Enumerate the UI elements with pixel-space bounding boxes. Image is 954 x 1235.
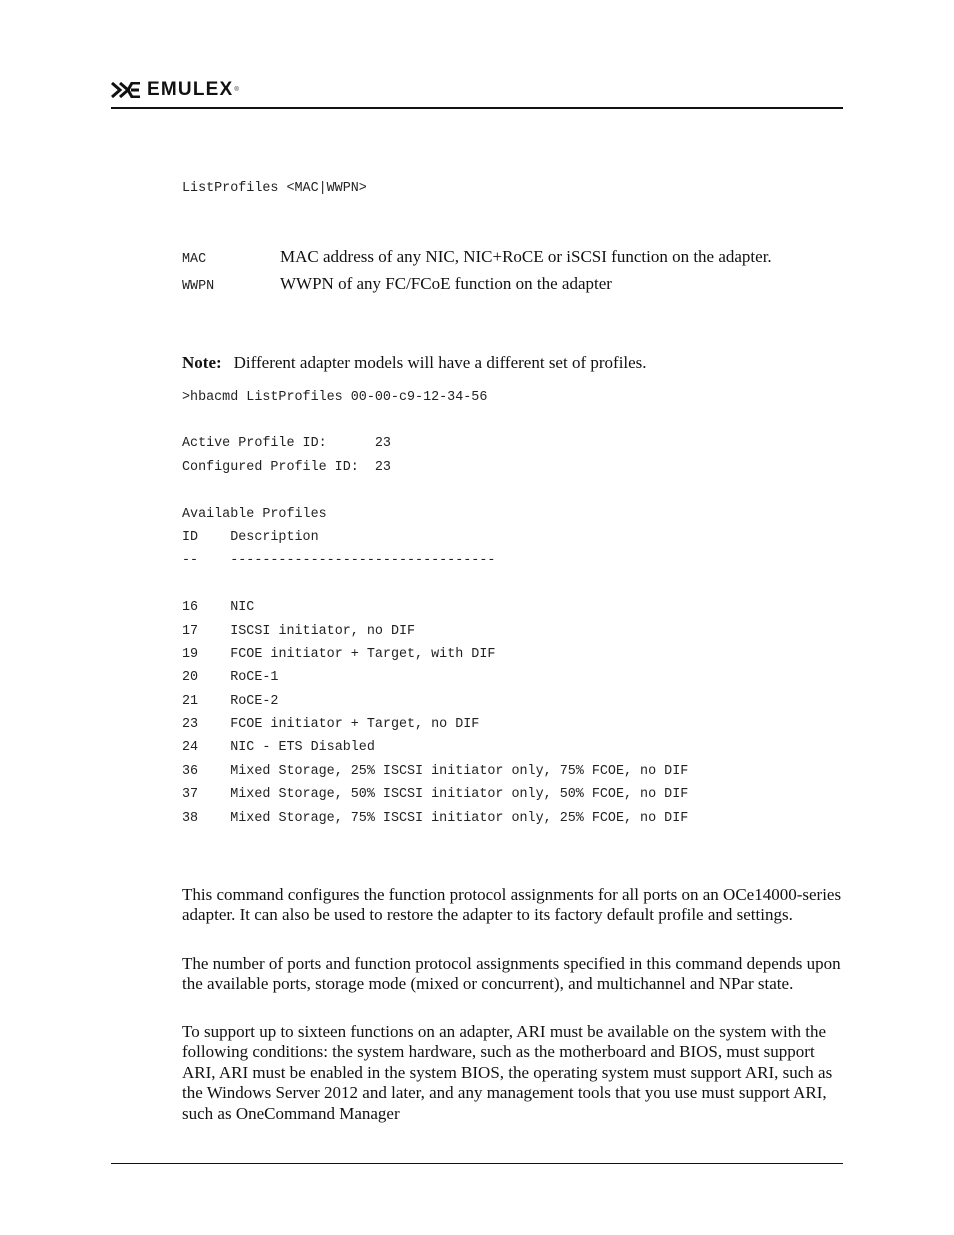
profile-row xyxy=(182,811,688,826)
footer-rule xyxy=(111,1163,843,1164)
profile-row xyxy=(182,647,495,662)
parameter-name: WWPN xyxy=(182,279,215,294)
profile-id: 36 xyxy=(182,764,199,779)
profile-row xyxy=(182,740,375,755)
profile-description: Mixed Storage, 50% ISCSI initiator only, 50% FCOE, no DIF xyxy=(230,787,689,802)
description-paragraph: This command configures the function protocol assignments for all ports on an OCe14000-series adapter. It can also be used to restore the adapter to its factory default profile and settings. xyxy=(182,885,842,925)
description-paragraph: The number of ports and function protocol assignments specified in this command depends upon the available ports, storage mode (mixed or concurrent), and multichannel and NPar state. xyxy=(182,954,841,994)
note-text: Different adapter models will have a different set of profiles. xyxy=(233,353,647,372)
profile-description: FCOE initiator + Target, no DIF xyxy=(230,717,480,732)
parameter-description: MAC address of any NIC, NIC+RoCE or iSCSI function on the adapter. xyxy=(280,247,772,266)
profile-id: 23 xyxy=(182,717,199,732)
emulex-mark-icon xyxy=(111,82,141,98)
profiles-column-header: ID Description xyxy=(182,530,319,545)
profile-row xyxy=(182,764,688,779)
profile-id: 20 xyxy=(182,670,199,685)
profile-row xyxy=(182,787,688,802)
profile-description: RoCE-2 xyxy=(230,694,279,709)
profile-description: Mixed Storage, 25% ISCSI initiator only, 75% FCOE, no DIF xyxy=(230,764,689,779)
header-rule xyxy=(111,107,843,109)
profile-description: ISCSI initiator, no DIF xyxy=(230,624,416,639)
profile-description: FCOE initiator + Target, with DIF xyxy=(230,647,496,662)
description-paragraph: To support up to sixteen functions on an adapter, ARI must be available on the system with the following conditions: the system hardware, such as the motherboard and BIOS, must support ARI, ARI must be enabled in the system BIOS, the operating system must support ARI, such as the Windows Server 2012 and later, and any management tools that you use must support ARI, such as OneCommand Manager xyxy=(182,1022,833,1123)
profile-id: 24 xyxy=(182,740,199,755)
profile-row xyxy=(182,694,278,709)
logo-trademark: ® xyxy=(234,87,239,93)
active-profile-line: Active Profile ID: 23 xyxy=(182,436,391,451)
profile-id: 21 xyxy=(182,694,199,709)
available-profiles-heading: Available Profiles xyxy=(182,507,327,522)
syntax-line: ListProfiles <MAC|WWPN> xyxy=(182,181,367,196)
logo-text: EMULEX xyxy=(147,79,234,100)
profile-description: NIC xyxy=(230,600,255,615)
emulex-logo xyxy=(111,80,239,100)
profile-id: 38 xyxy=(182,811,199,826)
profile-id: 17 xyxy=(182,624,199,639)
profile-description: Mixed Storage, 75% ISCSI initiator only, 25% FCOE, no DIF xyxy=(230,811,689,826)
parameter-name: MAC xyxy=(182,252,207,267)
profile-id: 16 xyxy=(182,600,199,615)
profile-row xyxy=(182,670,278,685)
profile-row xyxy=(182,717,479,732)
configured-profile-line: Configured Profile ID: 23 xyxy=(182,460,391,475)
parameter-row xyxy=(182,274,612,294)
profile-id: 37 xyxy=(182,787,199,802)
profiles-separator: -- --------------------------------- xyxy=(182,553,496,568)
parameter-description: WWPN of any FC/FCoE function on the adapter xyxy=(280,274,612,293)
profile-description: RoCE-1 xyxy=(230,670,279,685)
profile-id: 19 xyxy=(182,647,199,662)
parameter-row xyxy=(182,247,772,267)
profile-description: NIC - ETS Disabled xyxy=(230,740,375,755)
example-command: >hbacmd ListProfiles 00-00-c9-12-34-56 xyxy=(182,390,488,405)
profile-row xyxy=(182,624,415,639)
profile-row xyxy=(182,600,254,615)
note xyxy=(182,353,647,373)
note-label: Note: xyxy=(182,353,222,372)
